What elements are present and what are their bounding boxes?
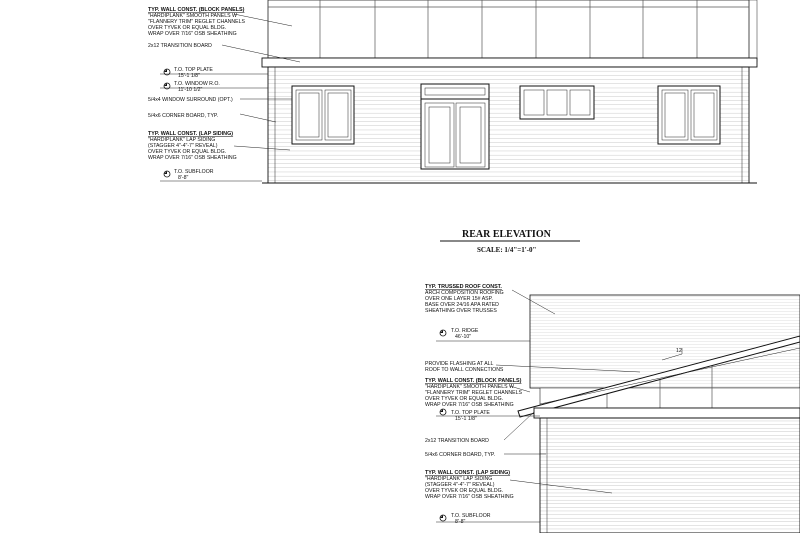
callout-lap-title: TYP. WALL CONST. (LAP SIDING) bbox=[425, 470, 511, 476]
transition-board bbox=[534, 408, 800, 418]
callout-window-surround: 5/4x4 WINDOW SURROUND (OPT.) bbox=[148, 97, 233, 103]
callout-wall-panels-line: "HARDIPLANK" SMOOTH PANELS W bbox=[425, 384, 514, 390]
callout-roof-line: BASE OVER 24/16 APA RATED bbox=[425, 302, 499, 308]
callout-transition: 2x12 TRANSITION BOARD bbox=[148, 43, 212, 49]
callout-roof-title: TYP. TRUSSED ROOF CONST. bbox=[425, 284, 502, 290]
callout-ridge-dim: 46'-10" bbox=[455, 334, 472, 340]
callout-corner-board: 5/4x6 CORNER BOARD, TYP. bbox=[148, 113, 219, 119]
callout-lap-line: "HARDIPLANK" LAP SIDING bbox=[425, 476, 493, 482]
callout-top-plate-dim: 15'-1 1/8" bbox=[178, 73, 200, 79]
callout-roof-line: ARCH COMPOSITION ROOFING bbox=[425, 290, 504, 296]
callout-wall-panels-line: OVER TYVEK OR EQUAL BLDG. bbox=[425, 396, 504, 402]
callout-lap-title: TYP. WALL CONST. (LAP SIDING) bbox=[148, 131, 234, 137]
roof-edge bbox=[749, 0, 757, 62]
callout-lap-line: "HARDIPLANK" LAP SIDING bbox=[148, 137, 216, 143]
block-panel-wall bbox=[268, 0, 749, 58]
callout-lap-line: (STAGGER 4"-4"-7" REVEAL) bbox=[425, 482, 495, 488]
callout-wall-panels-title: TYP. WALL CONST. (BLOCK PANELS) bbox=[425, 378, 522, 384]
callout-lap-line: WRAP OVER 7/16" OSB SHEATHING bbox=[148, 155, 237, 161]
callout-lap-line: OVER TYVEK OR EQUAL BLDG. bbox=[148, 149, 227, 155]
callout-window-ro-dim: 11'-10 1/2" bbox=[178, 87, 203, 93]
callout-flashing-line: ROOF TO WALL CONNECTIONS bbox=[425, 367, 504, 373]
callout-roof-line: SHEATHING OVER TRUSSES bbox=[425, 308, 497, 314]
side-elevation bbox=[425, 284, 800, 533]
lap-siding-wall bbox=[540, 418, 800, 533]
callout-window-ro: T.O. WINDOW R.O. bbox=[174, 81, 220, 87]
transition-board bbox=[262, 58, 757, 67]
callout-wall-panels-line: OVER TYVEK OR EQUAL BLDG. bbox=[148, 25, 227, 31]
elevation-scale: SCALE: 1/4"=1'-0" bbox=[477, 246, 537, 254]
callout-roof-line: OVER ONE LAYER 15# ASP. bbox=[425, 296, 493, 302]
callout-subfloor-dim: 8'-8" bbox=[178, 175, 189, 181]
slope-value: 12 bbox=[676, 348, 682, 354]
callout-subfloor: T.O. SUBFLOOR bbox=[174, 169, 214, 175]
elevation-title: REAR ELEVATION bbox=[462, 229, 551, 240]
rear-elevation bbox=[148, 0, 757, 183]
window-right bbox=[658, 86, 720, 144]
window-triple bbox=[520, 86, 594, 119]
callout-transition: 2x12 TRANSITION BOARD bbox=[425, 438, 489, 444]
callout-subfloor-dim: 8'-8" bbox=[455, 519, 466, 525]
callout-wall-panels-line: "HARDIPLANK" SMOOTH PANELS W bbox=[148, 13, 237, 19]
callout-lap-line: OVER TYVEK OR EQUAL BLDG. bbox=[425, 488, 504, 494]
drawing-title bbox=[440, 229, 580, 254]
callout-wall-panels-line: WRAP OVER 7/16" OSB SHEATHING bbox=[148, 31, 237, 37]
callout-wall-panels-line: WRAP OVER 7/16" OSB SHEATHING bbox=[425, 402, 514, 408]
callout-flashing-line: PROVIDE FLASHING AT ALL bbox=[425, 361, 494, 367]
callout-wall-panels-title: TYP. WALL CONST. (BLOCK PANELS) bbox=[148, 7, 245, 13]
callout-top-plate: T.O. TOP PLATE bbox=[174, 67, 213, 73]
window-left bbox=[292, 86, 354, 144]
callout-corner-board: 5/4x6 CORNER BOARD, TYP. bbox=[425, 452, 496, 458]
callout-top-plate-dim: 15'-1 1/8" bbox=[455, 416, 477, 422]
callout-lap-line: WRAP OVER 7/16" OSB SHEATHING bbox=[425, 494, 514, 500]
patio-door bbox=[421, 84, 489, 169]
callout-wall-panels-line: "FLANNERY TRIM" REGLET CHANNELS bbox=[425, 390, 522, 396]
callout-top-plate: T.O. TOP PLATE bbox=[451, 410, 490, 416]
callout-wall-panels-line: "FLANNERY TRIM" REGLET CHANNELS bbox=[148, 19, 245, 25]
callout-ridge: T.O. RIDGE bbox=[451, 328, 479, 334]
callout-lap-line: (STAGGER 4"-4"-7" REVEAL) bbox=[148, 143, 218, 149]
callout-subfloor: T.O. SUBFLOOR bbox=[451, 513, 491, 519]
